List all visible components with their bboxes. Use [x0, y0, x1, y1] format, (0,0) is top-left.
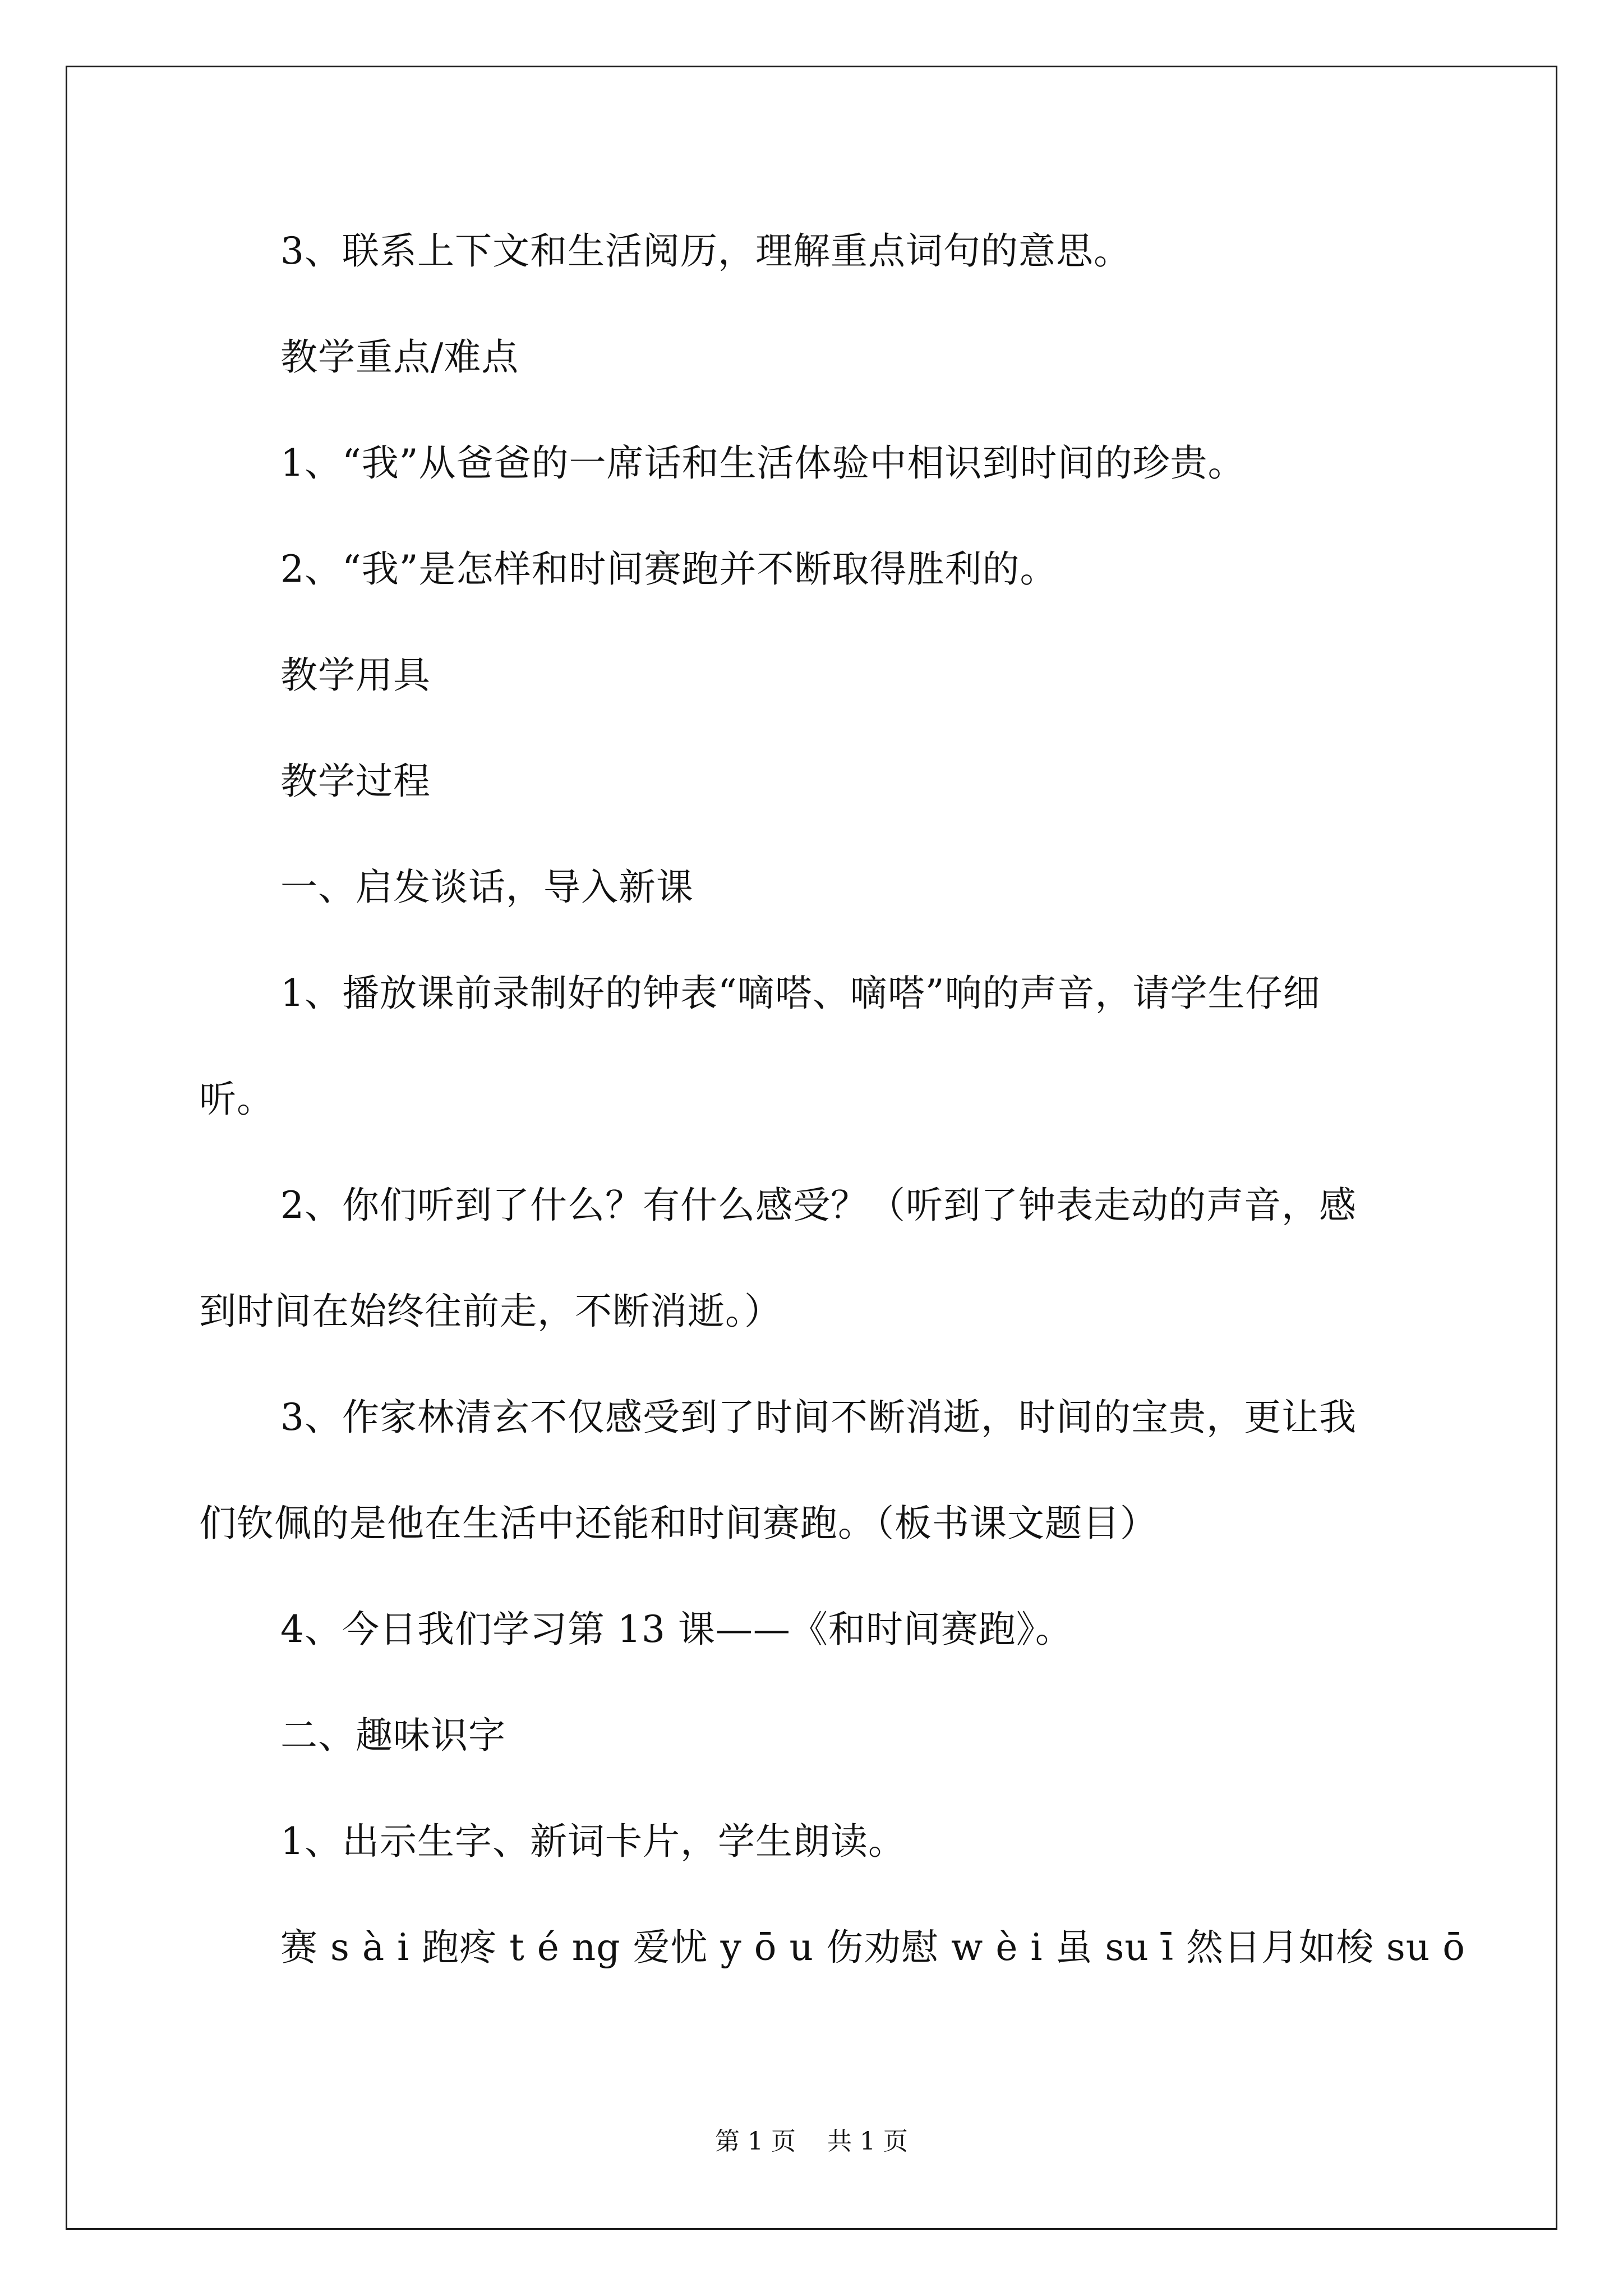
paragraph-step-2-line-1: 2、你们听到了什么？有什么感受？（听到了钟表走动的声音，感 — [280, 1184, 1357, 1227]
heading-teaching-aids: 教学用具 — [280, 654, 431, 697]
paragraph-objective-3: 3、联系上下文和生活阅历，理解重点词句的意思。 — [280, 229, 1131, 273]
page-footer: 第 1 页 共 1 页 — [715, 2127, 908, 2156]
paragraph-pinyin-words: 赛 s à i 跑疼 t é ng 爱忧 y ō u 伤劝慰 w è i 虽 su ī 然日月如梭 su ō — [280, 1926, 1466, 1969]
paragraph-step-1-line-2: 听。 — [199, 1078, 274, 1121]
paragraph-step-3-line-1: 3、作家林清玄不仅感受到了时间不断消逝，时间的宝贵，更让我 — [280, 1396, 1357, 1439]
heading-section-two: 二、趣味识字 — [280, 1714, 506, 1757]
paragraph-key-point-2: 2、“我”是怎样和时间赛跑并不断取得胜利的。 — [280, 547, 1058, 591]
paragraph-step-2-line-2: 到时间在始终往前走，不断消逝。） — [199, 1290, 782, 1333]
paragraph-step-4: 4、今日我们学习第 13 课——《和时间赛跑》。 — [280, 1608, 1073, 1651]
paragraph-card-reading: 1、出示生字、新词卡片，学生朗读。 — [280, 1820, 906, 1863]
page-border — [66, 66, 1557, 2230]
paragraph-key-point-1: 1、“我”从爸爸的一席话和生活体验中相识到时间的珍贵。 — [280, 441, 1246, 485]
heading-section-one: 一、启发谈话，导入新课 — [280, 866, 694, 909]
paragraph-step-1-line-1: 1、播放课前录制好的钟表“嘀嗒、嘀嗒”响的声音，请学生仔细 — [280, 972, 1321, 1015]
heading-key-difficult-points: 教学重点/难点 — [280, 335, 519, 379]
paragraph-step-3-line-2: 们钦佩的是他在生活中还能和时间赛跑。（板书课文题目） — [199, 1502, 1158, 1545]
heading-teaching-process: 教学过程 — [280, 760, 431, 803]
